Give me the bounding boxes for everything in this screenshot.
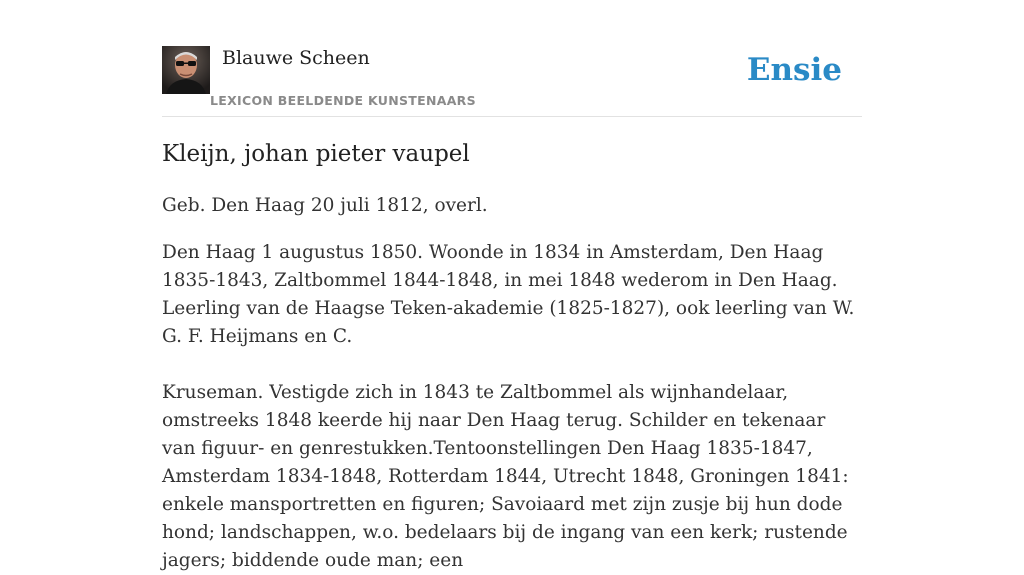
collection-label[interactable]: LEXICON BEELDENDE KUNSTENAARS <box>210 93 476 108</box>
article-body <box>162 192 862 575</box>
avatar-photo-icon <box>162 46 210 94</box>
article-title: Kleijn, johan pieter vaupel <box>162 141 470 167</box>
avatar[interactable] <box>162 46 210 94</box>
article-paragraph: Kruseman. Vestigde zich in 1843 te Zaltbommel als wijnhandelaar, omstreeks 1848 keerde hij naar Den Haag terug. Schilder en tekenaar van figuur- en genrestukken.Tentoonstellingen Den Haag 1835-1847, Amsterdam 1834-1848, Rotterdam 1844, Utrecht 1848, Groningen 1841: enkele mansportretten en figuren; Savoiaard met zijn zusje bij hun dode hond; landschappen, w.o. bedelaars bij de ingang van een kerk; rustende jagers; biddende oude man; een <box>162 382 849 571</box>
article-paragraph: Geb. Den Haag 20 juli 1812, overl. <box>162 195 488 216</box>
author-name[interactable]: Blauwe Scheen <box>222 47 370 69</box>
ensie-logo[interactable]: Ensie <box>746 52 842 88</box>
article-paragraph: Den Haag 1 augustus 1850. Woonde in 1834 in Amsterdam, Den Haag 1835-1843, Zaltbommel 1844-1848, in mei 1848 wederom in Den Haag. Leerling van de Haagse Teken-akademie (1825-1827), ook leerling van W. G. F. Heijmans en C. <box>162 242 855 347</box>
header <box>162 46 862 117</box>
paragraph-spacer <box>162 351 862 379</box>
